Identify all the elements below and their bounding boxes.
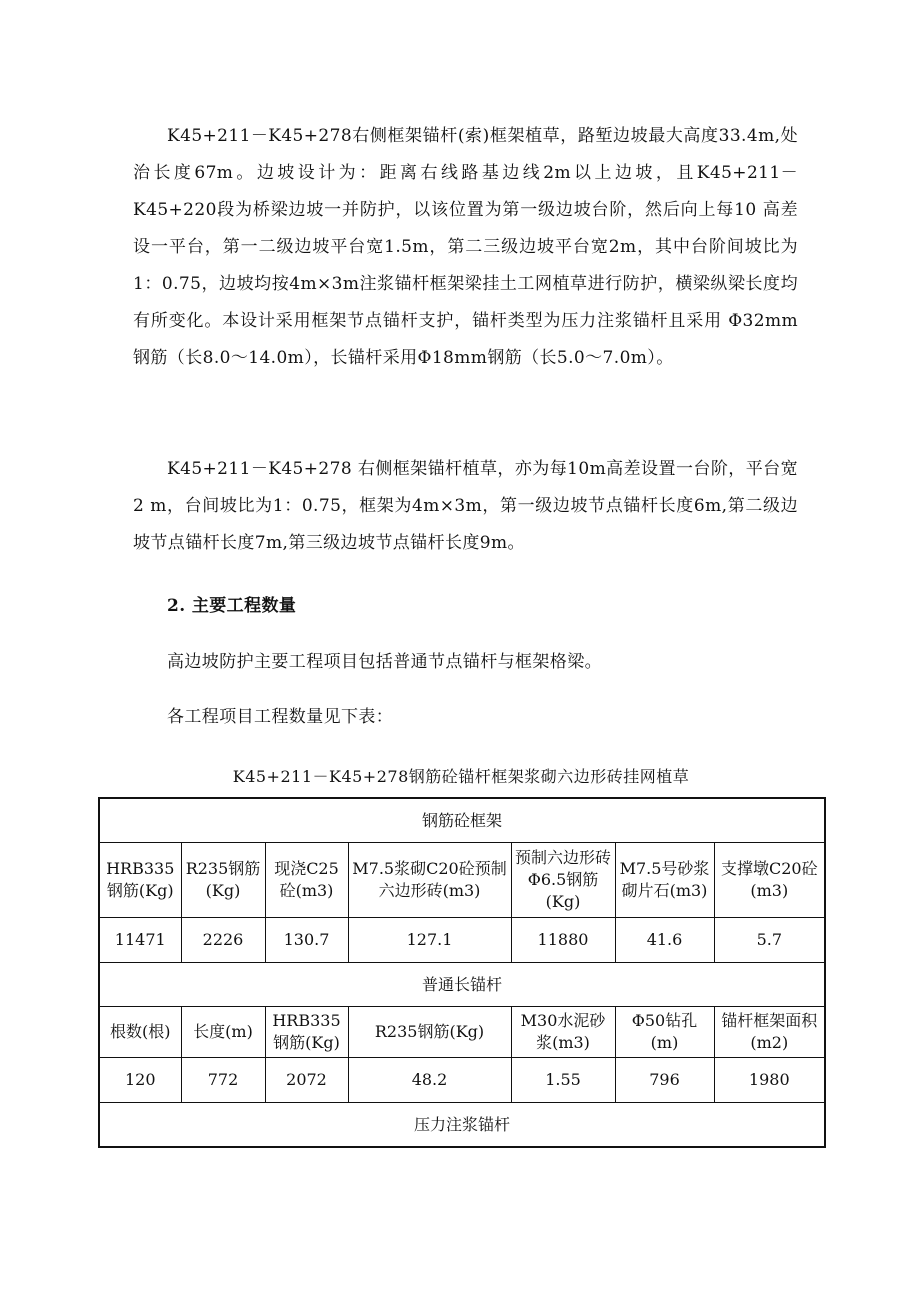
table-value-row (99, 1058, 825, 1103)
table-section-row (99, 963, 825, 1007)
table-header-row (99, 1007, 825, 1058)
value-cell: 772 (181, 1058, 265, 1103)
header-cell: Φ50钻孔(m) (615, 1007, 714, 1058)
value-cell: 120 (99, 1058, 181, 1103)
value-cell: 11471 (99, 918, 181, 963)
header-cell: HRB335钢筋(Kg) (99, 843, 181, 918)
header-cell: 现浇C25砼(m3) (265, 843, 348, 918)
table-caption: K45+211－K45+278钢筋砼锚杆框架浆砌六边形砖挂网植草 (232, 767, 690, 786)
table-section-row (99, 1103, 825, 1148)
value-cell: 2072 (265, 1058, 348, 1103)
quantity-table (98, 797, 826, 1148)
intro-line-1: 高边坡防护主要工程项目包括普通节点锚杆与框架格梁。 (167, 652, 602, 672)
section-title-anchor: 普通长锚杆 (99, 963, 825, 1007)
value-cell: 1980 (714, 1058, 825, 1103)
value-cell: 796 (615, 1058, 714, 1103)
value-cell: 2226 (181, 918, 265, 963)
header-cell: 长度(m) (181, 1007, 265, 1058)
header-cell: 预制六边形砖Φ6.5钢筋(Kg) (511, 843, 615, 918)
header-cell: M30水泥砂浆(m3) (511, 1007, 615, 1058)
table-value-row (99, 918, 825, 963)
paragraph-2: K45+211－K45+278 右侧框架锚杆植草，亦为每10m高差设置一台阶，平台宽2 m，台间坡比为1：0.75，框架为4m×3m，第一级边坡节点锚杆长度6m,第二级边坡节点锚杆长度7m,第三级边坡节点锚杆长度9m。 (133, 459, 798, 553)
intro-line-2: 各工程项目工程数量见下表： (167, 707, 394, 727)
value-cell: 41.6 (615, 918, 714, 963)
header-cell: 锚杆框架面积(m2) (714, 1007, 825, 1058)
section-title-pressure-anchor: 压力注浆锚杆 (99, 1103, 825, 1148)
table-section-row (99, 798, 825, 843)
header-cell: M7.5浆砌C20砼预制六边形砖(m3) (348, 843, 511, 918)
value-cell: 5.7 (714, 918, 825, 963)
section-title-frame: 钢筋砼框架 (99, 798, 825, 843)
header-cell: R235钢筋(Kg) (181, 843, 265, 918)
header-cell: 支撑墩C20砼(m3) (714, 843, 825, 918)
table-header-row (99, 843, 825, 918)
value-cell: 130.7 (265, 918, 348, 963)
value-cell: 127.1 (348, 918, 511, 963)
section-heading: 2. 主要工程数量 (167, 596, 297, 616)
value-cell: 48.2 (348, 1058, 511, 1103)
header-cell: R235钢筋(Kg) (348, 1007, 511, 1058)
value-cell: 1.55 (511, 1058, 615, 1103)
paragraph-1: K45+211－K45+278右侧框架锚杆(索)框架植草，路堑边坡最大高度33.4m,处治长度67m。边坡设计为：距离右线路基边线2m以上边坡，且K45+211－K45+220段为桥梁边坡一并防护，以该位置为第一级边坡台阶，然后向上每10 高差设一平台，第一二级边坡平台宽1.5m，第二三级边坡平台宽2m，其中台阶间坡比为1：0.75，边坡均按4m×3m注浆锚杆框架梁挂土工网植草进行防护，横梁纵梁长度均有所变化。本设计采用框架节点锚杆支护，锚杆类型为压力注浆锚杆且采用 Φ32mm钢筋（长8.0～14.0m），长锚杆采用Φ18mm钢筋（长5.0～7.0m）。 (133, 126, 798, 368)
header-cell: HRB335钢筋(Kg) (265, 1007, 348, 1058)
header-cell: 根数(根) (99, 1007, 181, 1058)
header-cell: M7.5号砂浆砌片石(m3) (615, 843, 714, 918)
value-cell: 11880 (511, 918, 615, 963)
